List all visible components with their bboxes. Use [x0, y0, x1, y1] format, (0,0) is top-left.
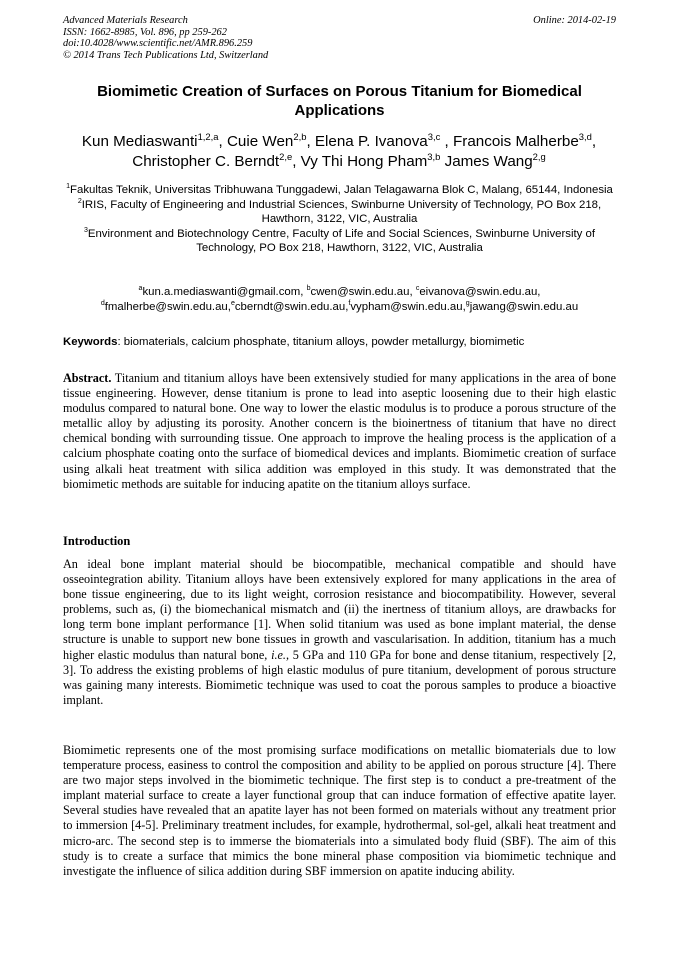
email[interactable]: $^c$eivanova@swin.edu.au	[415, 285, 538, 298]
abstract-text: Titanium and titanium alloys have been extensively studied for many applications in the area of bone tissue engineering. However, dense titanium is prone to lead into aseptic loosening due to their high elastic modulus compared to natural bone. One way to lower the elastic modulus is to produce a porous structure of the metallic alloy by adjusting its porosity. Another concern is the bioinertness of titanium that have no direct chemical bonding with surrounding tissue. One approach to improve the healing process is the application of a calcium phosphate coating onto the surface of biomedical devices and implants. Biomimetic creation of surface using alkali heat treatment with silica addition was employed in this study. It was demonstrated that the biomimetic methods are suitable for inducing apatite on the titanium alloys surface.	[63, 371, 616, 491]
email-list: $^a$kun.a.mediaswanti@gmail.com, $^b$cwen@swin.edu.au, $^c$eivanova@swin.edu.au, $^d$fmalherbe@swin.edu.au,$^e$cberndt@swin.edu.au,$^f$vypham@swin.edu.au,$^g$jawang@swin.edu.au	[100, 285, 579, 313]
journal-name: Advanced Materials Research	[63, 15, 188, 26]
online-date: Online: 2014-02-19	[533, 15, 616, 26]
keywords	[63, 335, 616, 349]
intro-paragraph-1: An ideal bone implant material should be biocompatible, mechanical compatible and should have osseointegration ability. Titanium alloys have been extensively explored for many applications in the area of bone tissue engineering, due to its light weight, corrosion resistance and biocompatibility. However, several problems, such as, (i) the biomechanical mismatch and (ii) the inertness of titanium alloys, are drawbacks for long term bone implant performance [1]. When solid titanium was used as bone implant material, the dense structure is unable to support new bone tissues in growth and vascularisation. In addition, titanium has a much higher elastic modulus than natural bone, i.e., 5 GPa and 110 GPa for bone and dense titanium, respectively [2, 3]. To address the existing problems of high elastic modulus of pure titanium, development of porous structure was gaining many interests. Biomimetic technique was used to coat the porous samples to produce a bioactive implant.	[63, 557, 616, 707]
email[interactable]: $^g$jawang@swin.edu.au	[465, 300, 579, 313]
abstract-label: Abstract.	[63, 371, 112, 385]
running-header	[63, 15, 616, 61]
issn-line: ISSN: 1662-8985, Vol. 896, pp 259-262	[63, 26, 227, 38]
affiliation: $^3$Environment and Biotechnology Centre, Faculty of Life and Social Sciences, Swinburne University of Technology, PO Box 218, Hawthorn, 3122, VIC, Australia	[83, 226, 596, 255]
author: Vy Thi Hong Pham$^{3,b}$	[300, 150, 441, 170]
abstract	[63, 371, 616, 492]
section-heading-introduction: Introduction	[63, 534, 131, 548]
email[interactable]: $^a$kun.a.mediaswanti@gmail.com	[138, 285, 301, 298]
affiliation-list	[58, 183, 621, 256]
author: Elena P. Ivanova$^{3,c}$ ,	[314, 130, 453, 150]
paper-title: Biomimetic Creation of Surfaces on Porous Titanium for Biomedical Applications	[97, 83, 582, 119]
keywords-label: Keywords	[63, 336, 118, 348]
intro-paragraph-2: Biomimetic represents one of the most promising surface modifications on metallic biomaterials due to low temperature process, easiness to control the composition and ability to be applied on porous structure [4]. There are two major steps involved in the biomimetic technique. The first step is to conduct a pre-treatment of the implant material surface to create a layer functional group that can induce formation of effective apatite layer. Several studies have revealed that an apatite layer has not been formed on materials without any treatment prior to immersion [4-5]. Preliminary treatment includes, for example, hydrothermal, sol-gel, alkali heat treatment and micro-arc. The second step is to immerse the biomaterials into a simulated body fluid (SBF). The aim of this study is to create a surface that mimics the bone mineral phase composition via biomimetic technique and investigate the influence of silica addition during SBF immersion on apatite inducing ability.	[63, 743, 616, 878]
author: Cuie Wen$^{2,b}$,	[226, 130, 315, 150]
author-list	[55, 132, 623, 172]
affiliation: $^2$IRIS, Faculty of Engineering and Industrial Sciences, Swinburne University of Technology, PO Box 218, Hawthorn, 3122, VIC, Australia	[77, 197, 602, 226]
email[interactable]: $^f$vypham@swin.edu.au	[348, 300, 463, 313]
doi-line: doi:10.4028/www.scientific.net/AMR.896.259	[63, 38, 253, 50]
author: James Wang$^{2,g}$	[444, 150, 546, 170]
author: Christopher C. Berndt$^{2,e}$,	[132, 150, 301, 170]
email[interactable]: $^b$cwen@swin.edu.au	[306, 285, 410, 298]
author: Francois Malherbe$^{3,d}$,	[453, 130, 597, 150]
copyright-line: © 2014 Trans Tech Publications Ltd, Switzerland	[63, 49, 269, 61]
email[interactable]: $^e$cberndt@swin.edu.au	[230, 300, 346, 313]
author: Kun Mediaswanti$^{1,2,a}$,	[81, 130, 227, 150]
email[interactable]: $^d$fmalherbe@swin.edu.au	[100, 300, 228, 313]
keywords-text: : biomaterials, calcium phosphate, titanium alloys, powder metallurgy, biomimetic	[117, 336, 525, 348]
affiliation: $^1$Fakultas Teknik, Universitas Tribhuwana Tunggadewi, Jalan Telagawarna Blok C, Malang, 65144, Indonesia	[66, 183, 613, 196]
